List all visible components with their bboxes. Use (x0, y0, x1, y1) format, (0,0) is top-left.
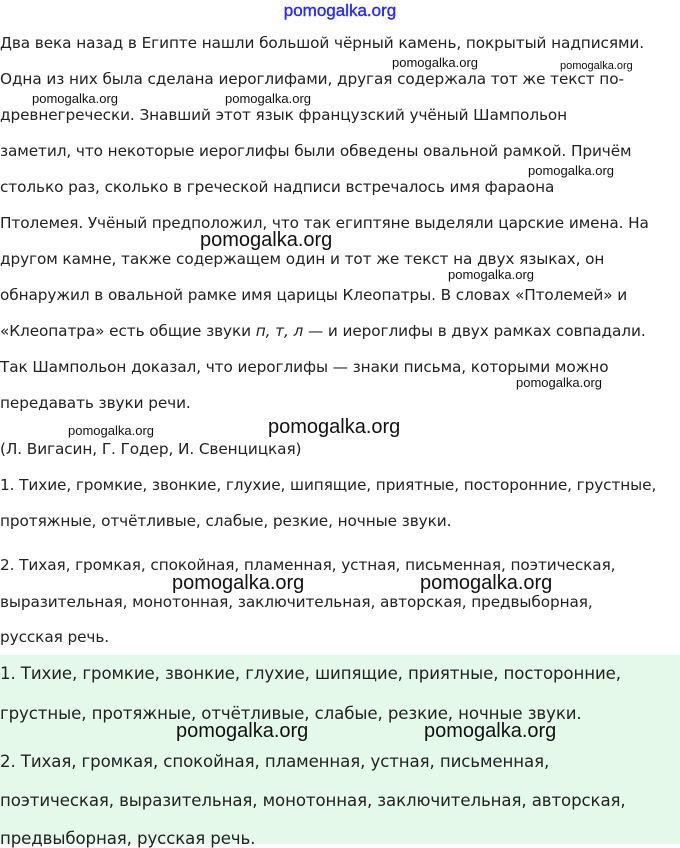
watermark: pomogalka.org (225, 91, 311, 106)
passage-line (0, 322, 646, 340)
watermark: pomogalka.org (560, 60, 633, 72)
watermark: pomogalka.org (32, 91, 118, 106)
task-line: протяжные, отчётливые, слабые, резкие, ночные звуки. (0, 512, 452, 530)
passage-line: другом камне, также содержащем один и тот же текст на двух языках, он (0, 250, 605, 268)
task-line: русская речь. (0, 628, 109, 646)
watermark: pomogalka.org (200, 229, 333, 251)
passage-line: древнегречески. Знавший этот язык французский учёный Шампольон (0, 106, 568, 124)
watermark: pomogalka.org (424, 720, 557, 742)
watermark: pomogalka.org (528, 163, 614, 178)
passage-line: столько раз, сколько в греческой надписи встречалось имя фараона (0, 178, 555, 196)
watermark: pomogalka.org (516, 375, 602, 390)
answer-line: грустные, протяжные, отчётливые, слабые, резкие, ночные звуки. (0, 704, 582, 723)
watermark: pomogalka.org (176, 720, 309, 742)
answer-block (0, 655, 680, 844)
watermark: pomogalka.org (68, 423, 154, 438)
passage-text: «Клеопатра» есть общие звуки (0, 322, 256, 340)
watermark: pomogalka.org (392, 55, 478, 70)
passage-text: — и иероглифы в двух рамках совпадали. (303, 322, 646, 340)
passage-line: передавать звуки речи. (0, 394, 191, 412)
answer-line: 1. Тихие, громкие, звонкие, глухие, шипящие, приятные, посторонние, (0, 664, 621, 683)
watermark: pomogalka.org (448, 267, 534, 282)
watermark: pomogalka.org (268, 416, 401, 438)
answer-line: 2. Тихая, громкая, спокойная, пламенная, устная, письменная, (0, 752, 550, 771)
task-line: 1. Тихие, громкие, звонкие, глухие, шипящие, приятные, посторонние, грустные, (0, 476, 657, 494)
passage-line: Птолемея. Учёный предположил, что так египтяне выделяли царские имена. На (0, 214, 649, 232)
passage-line: обнаружил в овальной рамке имя царицы Клеопатры. В словах «Птолемей» и (0, 286, 628, 304)
passage-line: Два века назад в Египте нашли большой чёрный камень, покрытый надписями. (0, 34, 645, 52)
watermark: pomogalka.org (420, 572, 553, 594)
task-line: 2. Тихая, громкая, спокойная, пламенная, устная, письменная, поэтическая, (0, 556, 616, 574)
passage-line: заметил, что некоторые иероглифы были обведены овальной рамкой. Причём (0, 142, 632, 160)
passage-authors: (Л. Вигасин, Г. Годер, И. Свенцицкая) (0, 440, 302, 458)
answer-line: предвыборная, русская речь. (0, 829, 256, 848)
task-line: выразительная, монотонная, заключительная, авторская, предвыборная, (0, 593, 593, 611)
passage-line: Так Шампольон доказал, что иероглифы — знаки письма, которыми можно (0, 358, 609, 376)
common-sounds: п, т, л (255, 322, 304, 340)
site-header-link[interactable]: pomogalka.org (283, 1, 397, 20)
watermark: pomogalka.org (172, 572, 305, 594)
answer-line: поэтическая, выразительная, монотонная, заключительная, авторская, (0, 791, 626, 810)
passage-line: Одна из них была сделана иероглифами, другая содержала тот же текст по- (0, 70, 624, 88)
